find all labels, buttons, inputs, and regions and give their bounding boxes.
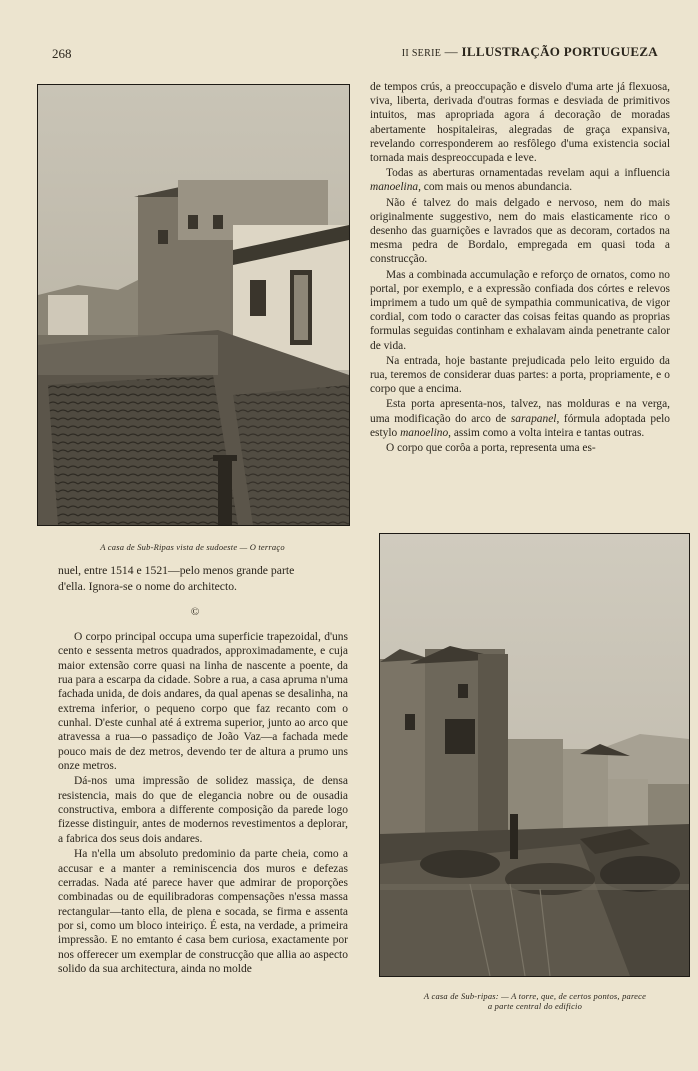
left-paragraph-2: Dá-nos uma impressão de solidez massiça, de densa resistencia, mais do que de elegancia nobre ou de ousadia constructiva, embora a differente composição da parede logo fizesse distinguir, antes de modernos revestimentos a deplorar, a fabrica dos seus dois andares.	[58, 775, 348, 845]
right-paragraph-6	[370, 397, 670, 440]
caption-tower-line-2: a parte central do edificio	[487, 1000, 583, 1011]
right-paragraph-1: de tempos crús, a preoccupação e disvelo d'uma arte já flexuosa, viva, liberta, derivada d'outras formas e desviada de primitivos intuitos, mas apropriada agora á decoração de moradas abertamente hospitaleiras, alegradas de graça expansiva, revelando corresponderem ao resfôlego d'uma existencia social tornada mais despreoccupada e leve.	[370, 81, 670, 165]
caption-tower-view	[385, 992, 685, 1012]
right-p2-post: , com mais ou menos abundancia.	[418, 181, 573, 194]
photo-southwest-view-image	[38, 85, 349, 525]
photo-southwest-view	[37, 84, 350, 526]
right-p6-emphasis-2: manoelino	[400, 426, 449, 439]
left-paragraph-3: Ha n'ella um absoluto predominio da parte cheia, como a accusar e a manter a reminiscencia dos muros e defezas cerradas. Nada até parece haver que admirar de proporções combinadas ou de equilibradoras compensações n'essa massa rectangular—tanto ella, de plena e socada, se firma e assenta por si, como um bloco inteiriço. É esta, na verdade, a primeira impressão. E no emtanto é casa bem curiosa, exactamente por nos offerecer um exemplar de construcção que allia ao aspecto solido da sua architectura, ainda no molde	[58, 848, 348, 975]
magazine-title: ILLUSTRAÇÃO PORTUGUEZA	[461, 44, 658, 59]
right-p6-emphasis-1: sarapanel	[510, 412, 557, 425]
left-column	[58, 564, 348, 594]
section-divider: ©	[190, 606, 200, 618]
left-intro-line-1: nuel, entre 1514 e 1521—pelo menos grande parte	[58, 564, 295, 577]
right-paragraph-2	[370, 166, 670, 194]
caption-southwest-view: A casa de Sub-Ripas vista de sudoeste — O terraço	[100, 542, 285, 552]
right-paragraph-3: Não é talvez do mais delgado e nervoso, nem do mais originalmente suggestivo, nem do mais elasticamente rico o desenho das guarnições e lavrados que as decoram, cortados na mesma pedra de Bordalo, empregada em quasi toda a construcção.	[370, 196, 670, 266]
right-paragraph-4: Mas a combinada accumulação e reforço de ornatos, como no portal, por exemplo, e a expressão confiada dos córtes e relevos imprimem a tudo um quê de sympathia communicativa, de vigor cordial, com todo o caracter das coisas feitas quando as proprias formulas seguidas continham e exhalavam ainda penetrante calor de vida.	[370, 268, 670, 352]
page-number: 268	[52, 46, 72, 61]
photo-tower-view	[379, 533, 690, 977]
right-paragraph-7: O corpo que corôa a porta, representa uma es-	[386, 442, 596, 455]
right-p6-mid: , fórmula adoptada pelo estylo	[370, 412, 670, 439]
right-p6-post: , assim como a volta inteira e tantas outras.	[448, 426, 645, 439]
right-p2-pre: Todas as aberturas ornamentadas revelam aqui a influencia	[386, 167, 670, 180]
left-column-body	[58, 630, 348, 976]
left-intro-line-2: d'ella. Ignora-se o nome do architecto.	[58, 579, 237, 593]
right-p6-pre: Esta porta apresenta-nos, talvez, nas molduras e na verga, uma modificação do arco de	[370, 398, 670, 425]
caption-tower-line-1: A casa de Sub-ripas: — A torre, que, de certos pontos, parece	[423, 991, 647, 1001]
photo-tower-view-image	[380, 534, 689, 976]
right-paragraph-5: Na entrada, hoje bastante prejudicada pelo leito erguido da rua, teremos de considerar duas partes: a porta, propriamente, e o corpo que a encima.	[370, 354, 670, 396]
right-p2-emphasis: manoelina	[370, 181, 419, 194]
series-label: II SERIE	[401, 48, 442, 59]
right-column	[370, 80, 670, 455]
header-dash: —	[441, 44, 462, 59]
left-paragraph-1: O corpo principal occupa uma superficie trapezoidal, d'uns cento e sessenta metros quadrados, approximadamente, e cuja maior extensão corre quasi na linha de nascente a poente, da rua para a escarpa da cidade. Sobre a rua, a casa apruma n'uma fachada unida, de dois andares, da qual apenas se desalinha, na extrema inferior, o pequeno corpo que faz recanto com o cunhal. D'este cunhal até á extrema superior, junto ao arco que atravessa a rua—o passadiço de João Vaz—a fachada mede pouco mais de dez metros, devendo ter de altura a prumo uns onze metros.	[58, 631, 348, 773]
running-header	[402, 44, 658, 60]
